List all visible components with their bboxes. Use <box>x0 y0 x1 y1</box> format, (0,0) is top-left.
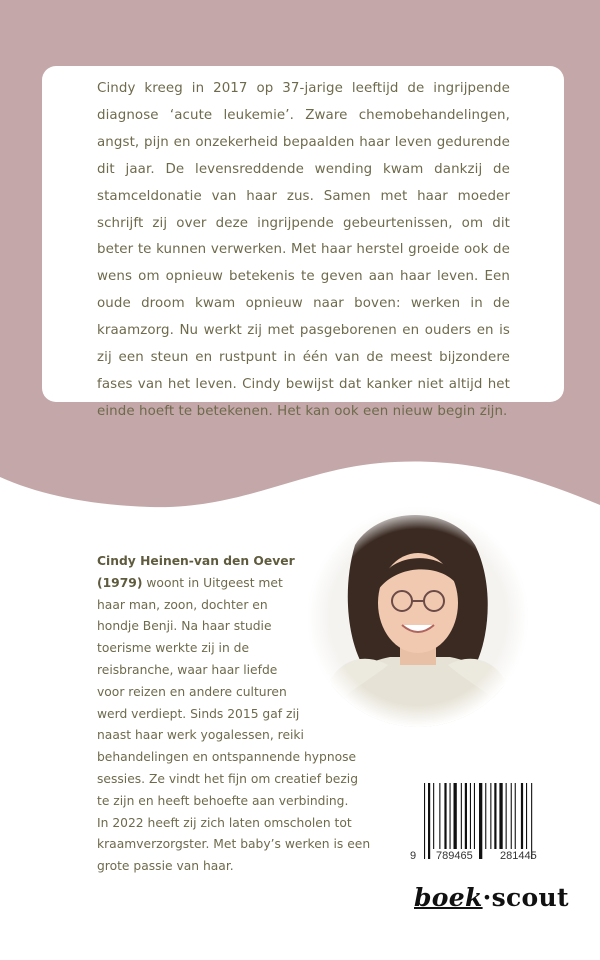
bio-line: hondje Benji. Na haar studie <box>97 619 272 634</box>
logo-separator: · <box>482 883 492 912</box>
barcode-bar <box>511 783 512 849</box>
logo-part-scout: scout <box>491 883 569 912</box>
barcode-bar <box>515 783 516 849</box>
barcode-digit-first: 9 <box>410 850 417 862</box>
barcode-bar <box>450 783 451 849</box>
barcode-bar <box>485 783 486 849</box>
blurb-text: Cindy kreeg in 2017 op 37-jarige leeftijd de ingrijpende diagnose ‘acute leukemie’. Zware chemobehandelingen, angst, pijn en onzekerheid bepaalden haar leven gedurende dit jaar. De levensreddende wending kwam dankzij de stamceldonatie van haar zus. Samen met haar moeder schrijft zij over deze ingrijpende gebeurtenissen, om dit beter te kunnen verwerken. Met haar herstel groeide ook de wens om opnieuw betekenis te geven aan haar leven. Een oude droom kwam opnieuw naar boven: werken in de kraamzorg. Nu werkt zij met pasgeborenen en ouders en is zij een steun en rustpunt in één van de meest bijzondere fases van het leven. Cindy bewijst dat kanker niet altijd het einde hoeft te betekenen. Het kan ook een nieuw begin zijn. <box>97 81 510 419</box>
bio-line: kraamverzorgster. Met baby’s werken is een <box>97 837 371 852</box>
bio-line: grote passie van haar. <box>97 859 234 874</box>
bio-line: haar man, zoon, dochter en <box>97 597 268 612</box>
barcode-bar <box>444 783 446 849</box>
bio-line: te zijn en heeft behoefte aan verbinding. <box>97 793 349 808</box>
barcode-bar <box>521 783 523 849</box>
barcode-bar <box>494 783 496 849</box>
bio-line: woont in Uitgeest met <box>142 575 283 590</box>
bio-line: toerisme werkte zij in de <box>97 641 250 656</box>
author-name: Cindy Heinen-van den Oever <box>97 554 295 568</box>
bio-line: behandelingen en ontspannende hypnose <box>97 750 357 765</box>
barcode-bar <box>474 783 475 849</box>
bio-line: sessies. Ze vindt het fijn om creatief bezig <box>97 771 359 786</box>
barcode-bar <box>461 783 462 849</box>
barcode-bar <box>454 783 457 849</box>
barcode-bar <box>506 783 507 849</box>
bio-line: reisbranche, waar haar liefde <box>97 662 278 677</box>
publisher-logo <box>414 883 569 912</box>
barcode-bar <box>424 783 425 859</box>
blurb-box <box>42 66 564 419</box>
logo-part-boek: boek <box>414 883 483 912</box>
barcode-bar <box>439 783 440 849</box>
barcode-bar <box>479 783 482 859</box>
barcode-bar <box>531 783 532 859</box>
barcode-bar <box>526 783 527 849</box>
barcode-bar <box>499 783 502 849</box>
barcode-bar <box>433 783 434 849</box>
barcode-bar <box>465 783 467 849</box>
bio-line: In 2022 heeft zij zich laten omscholen tot <box>97 815 352 830</box>
bio-line: naast haar werk yogalessen, reiki <box>97 728 304 743</box>
isbn-barcode <box>408 780 558 875</box>
barcode-bar <box>428 783 430 859</box>
author-photo <box>300 505 535 735</box>
barcode-bar <box>470 783 471 849</box>
barcode-bar <box>490 783 491 849</box>
author-birth-year: (1979) <box>97 575 143 590</box>
bio-line: voor reizen en andere culturen <box>97 684 287 699</box>
barcode-digits-group2: 281445 <box>500 850 537 862</box>
barcode-digits-group1: 789465 <box>436 850 473 862</box>
bio-line: werd verdiept. Sinds 2015 gaf zij <box>97 706 300 721</box>
